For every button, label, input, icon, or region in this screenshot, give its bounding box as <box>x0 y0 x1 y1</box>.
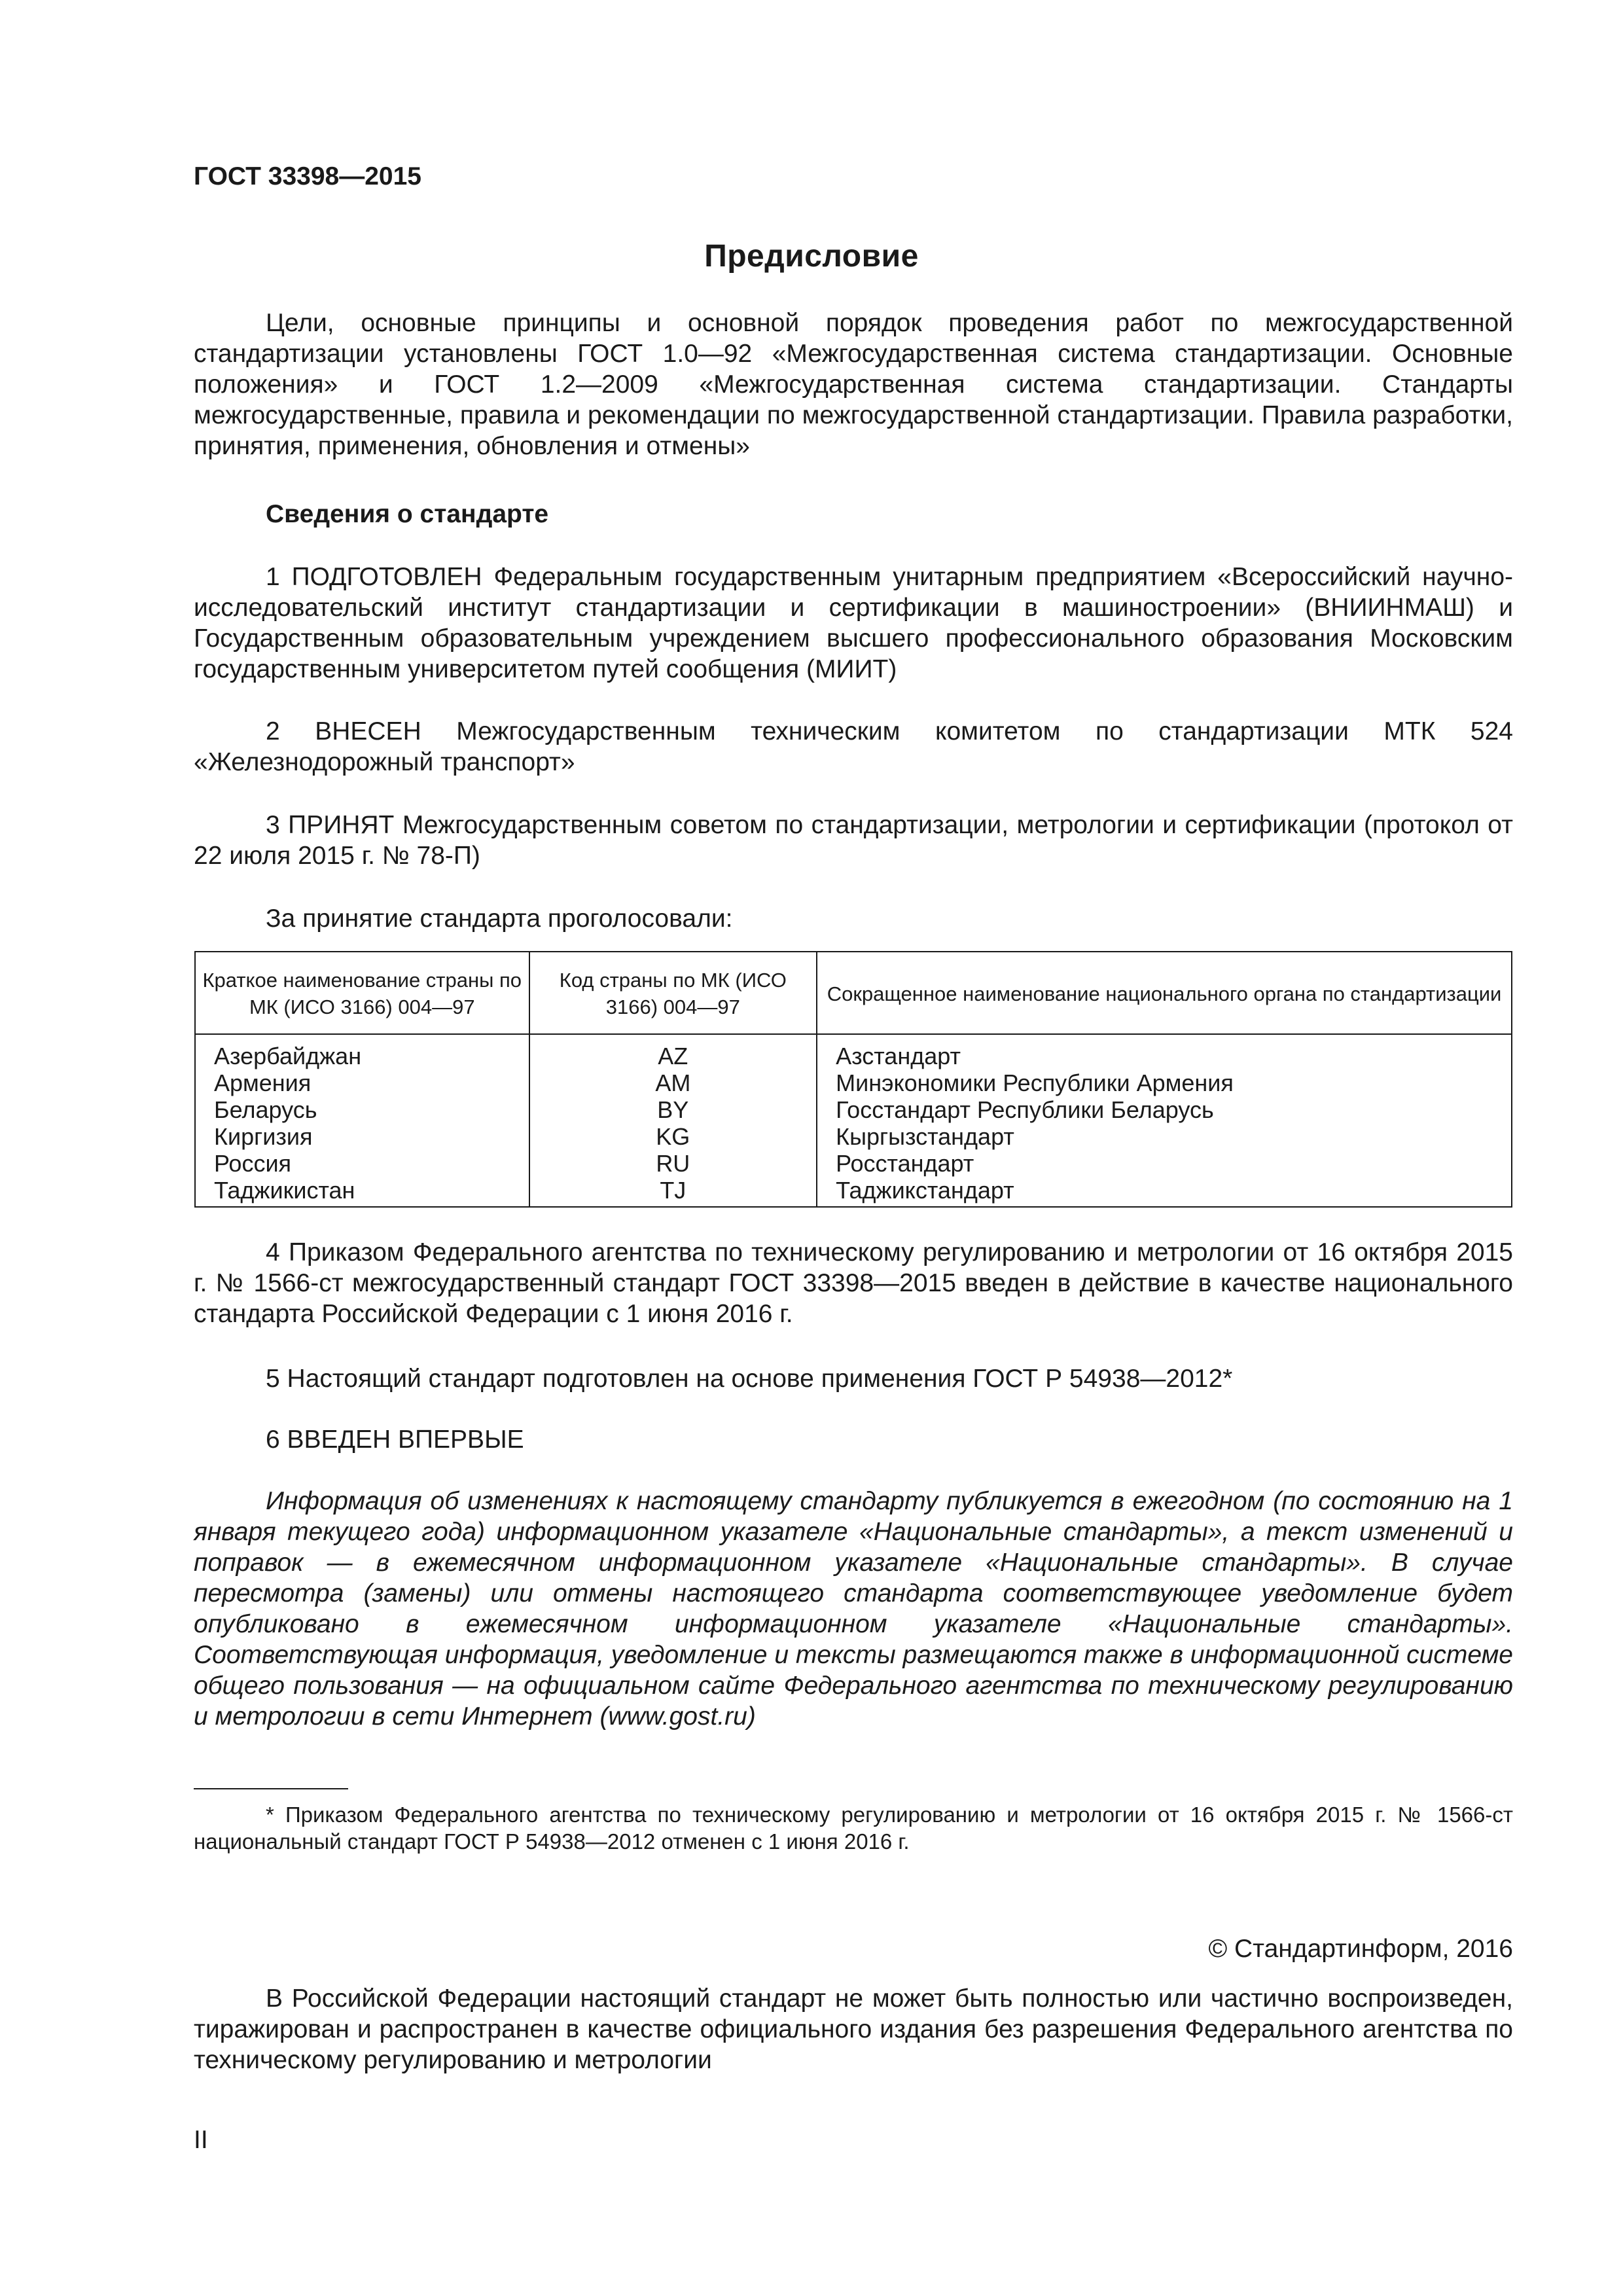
code-cell: TJ <box>529 1177 817 1207</box>
body-cell: Таджикстандарт <box>817 1177 1512 1207</box>
rights-notice-paragraph: В Российской Федерации настоящий стандарт не может быть полностью или частично воспроизведен, тиражирован и распространен в качестве официального издания без разрешения Федерального агентства по техническому регулированию и метрологии <box>194 1984 1513 2074</box>
code-cell: BY <box>529 1096 817 1123</box>
document-code: ГОСТ 33398—2015 <box>194 162 421 190</box>
item-3-paragraph: 3 ПРИНЯТ Межгосударственным советом по стандартизации, метрологии и сертификации (протокол от 22 июля 2015 г. № 78-П) <box>194 811 1513 870</box>
column-header-code: Код страны по МК (ИСО 3166) 004—97 <box>529 952 817 1034</box>
code-cell: AZ <box>529 1039 817 1069</box>
vote-intro: За принятие стандарта проголосовали: <box>266 905 733 933</box>
item-2-paragraph: 2 ВНЕСЕН Межгосударственным техническим комитетом по стандартизации МТК 524 «Железнодорожный транспорт» <box>194 717 1513 776</box>
table-header-row <box>195 952 1512 1034</box>
table-row <box>195 1123 1512 1150</box>
table-row <box>195 1150 1512 1177</box>
table-row <box>195 1039 1512 1069</box>
body-cell: Росстандарт <box>817 1150 1512 1177</box>
body-cell: Кыргызстандарт <box>817 1123 1512 1150</box>
item-4-paragraph: 4 Приказом Федерального агентства по техническому регулированию и метрологии от 16 октября 2015 г. № 1566-ст межгосударственный стандарт ГОСТ 33398—2015 введен в действие в качестве национального стандарта Российской Федерации с 1 июня 2016 г. <box>194 1238 1513 1328</box>
intro-paragraph: Цели, основные принципы и основной порядок проведения работ по межгосударственной стандартизации установлены ГОСТ 1.0—92 «Межгосударственная система стандартизации. Основные положения» и ГОСТ 1.2—2009 «Межгосударственная система стандартизации. Стандарты межгосударственные, правила и рекомендации по межгосударственной стандартизации. Правила разработки, принятия, применения, обновления и отмены» <box>194 309 1513 460</box>
section-subheading: Сведения о стандарте <box>266 500 549 528</box>
country-cell: Киргизия <box>195 1123 529 1150</box>
voting-countries-table <box>194 951 1512 1208</box>
item-1-paragraph: 1 ПОДГОТОВЛЕН Федеральным государственным унитарным предприятием «Всероссийский научно-исследовательский институт стандартизации и сертификации в машиностроении» (ВНИИНМАШ) и Государственным образовательным учреждением высшего профессионального образования Московским государственным университетом путей сообщения (МИИТ) <box>194 563 1513 683</box>
country-cell: Таджикистан <box>195 1177 529 1207</box>
code-cell: KG <box>529 1123 817 1150</box>
column-header-body: Сокращенное наименование национального органа по стандартизации <box>817 952 1512 1034</box>
body-cell: Минэкономики Республики Армения <box>817 1069 1512 1096</box>
table-row <box>195 1096 1512 1123</box>
table-row <box>195 1069 1512 1096</box>
page-title: Предисловие <box>704 239 919 274</box>
country-cell: Россия <box>195 1150 529 1177</box>
country-cell: Армения <box>195 1069 529 1096</box>
body-cell: Азстандарт <box>817 1039 1512 1069</box>
item-5-paragraph: 5 Настоящий стандарт подготовлен на основе применения ГОСТ Р 54938—2012* <box>266 1365 1233 1393</box>
header-double-rule <box>195 1034 1512 1039</box>
country-cell: Азербайджан <box>195 1039 529 1069</box>
footnote-divider <box>194 1788 348 1789</box>
page-number: II <box>194 2126 208 2154</box>
footnote: * Приказом Федерального агентства по техническому регулированию и метрологии от 16 октября 2015 г. № 1566-ст национальный стандарт ГОСТ Р 54938—2012 отменен с 1 июня 2016 г. <box>194 1803 1513 1854</box>
column-header-country: Краткое наименование страны по МК (ИСО 3166) 004—97 <box>195 952 529 1034</box>
table-row <box>195 1177 1512 1207</box>
code-cell: RU <box>529 1150 817 1177</box>
body-cell: Госстандарт Республики Беларусь <box>817 1096 1512 1123</box>
country-cell: Беларусь <box>195 1096 529 1123</box>
copyright-notice: © Стандартинформ, 2016 <box>1208 1935 1513 1963</box>
item-6-paragraph: 6 ВВЕДЕН ВПЕРВЫЕ <box>266 1426 524 1454</box>
amendments-info-paragraph: Информация об изменениях к настоящему стандарту публикуется в ежегодном (по состоянию на 1 января текущего года) информационном указателе «Национальные стандарты», а текст изменений и поправок — в ежемесячном информационном указателе «Национальные стандарты». В случае пересмотра (замены) или отмены настоящего стандарта соответствующее уведомление будет опубликовано в ежемесячном информационном указателе «Национальные стандарты». Соответствующая информация, уведомление и тексты размещаются также в информационной системе общего пользования — на официальном сайте Федерального агентства по техническому регулированию и метрологии в сети Интернет (www.gost.ru) <box>194 1487 1513 1731</box>
code-cell: AM <box>529 1069 817 1096</box>
